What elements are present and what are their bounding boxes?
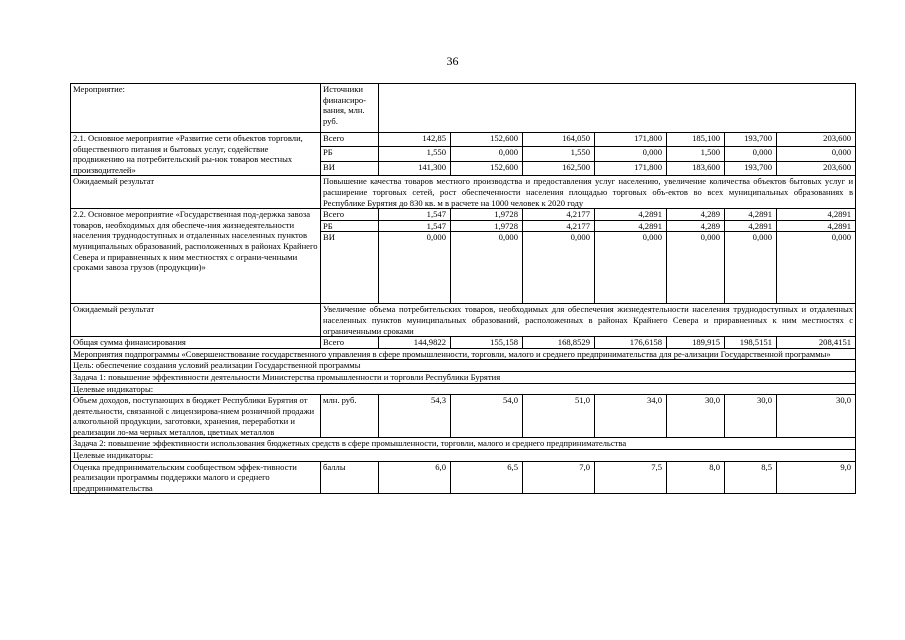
value-cell: 51,0 (523, 395, 595, 438)
indicator1-name: Объем доходов, поступающих в бюджет Республики Бурятия от деятельности, связанной с лицензирова-нием розничной продажи алкогольной продукции, заготовки, хранения, переработки и реализации ло-ма черных металлов, цветных металлов (71, 395, 321, 438)
total-label: Общая сумма финансирования (71, 337, 321, 349)
source-header: Источники финансиро-вания, млн. руб. (321, 84, 379, 133)
value-cell: 1,9728 (451, 220, 523, 232)
m22-result-row (71, 304, 856, 337)
source-cell: Всего (321, 133, 379, 147)
value-cell: 162,500 (523, 161, 595, 175)
value-cell: 30,0 (777, 395, 856, 438)
value-cell: 0,000 (451, 232, 523, 304)
value-cell: 198,5151 (725, 337, 777, 349)
value-cell: 4,2891 (777, 209, 856, 221)
value-cell: 4,2891 (777, 220, 856, 232)
source-cell: Всего (321, 337, 379, 349)
value-cell: 7,0 (523, 461, 595, 494)
source-cell: ВИ (321, 232, 379, 304)
value-cell: 1,9728 (451, 209, 523, 221)
expected-result-text: Повышение качества товаров местного производства и предоставления услуг населению, увеличение количества объектов бытовых услуг и расширение торговых сетей, рост обеспеченности населения площадью торговых объ-ектов во всех муниципальных образованиях в Республике Бурятия до 830 кв. м в расчете на 1000 человек к 2020 году (321, 176, 856, 209)
value-cell: 1,500 (667, 147, 725, 161)
task1-row (71, 371, 856, 383)
value-cell: 176,6158 (595, 337, 667, 349)
value-cell: 54,3 (379, 395, 451, 438)
blank-header (379, 84, 856, 133)
subprogram-title-row (71, 348, 856, 360)
expected-result-text: Увеличение объема потребительских товаров, необходимых для обеспечения жизнедеятельности населения труднодоступных и отдаленных населенных пунктов муниципальных образований, расположенных в районах Крайнего Севера и приравненных к ним местностях с ограниченными сроками (321, 304, 856, 337)
value-cell: 185,100 (667, 133, 725, 147)
value-cell: 0,000 (725, 147, 777, 161)
indicator2-name: Оценка предпринимательским сообществом эффек-тивности реализации программы поддержки малого и среднего предпринимательства (71, 461, 321, 494)
header-row (71, 84, 856, 133)
task2-text: Задача 2: повышение эффективности использования бюджетных средств в сфере промышленности, торговли, малого и среднего предпринимательства (71, 438, 856, 450)
page-number: 36 (446, 54, 459, 68)
value-cell: 0,000 (667, 232, 725, 304)
indicators2-row (71, 450, 856, 462)
task2-row (71, 438, 856, 450)
value-cell: 171,800 (595, 161, 667, 175)
value-cell: 171,800 (595, 133, 667, 147)
indicator1-unit: млн. руб. (321, 395, 379, 438)
indicator2-unit: баллы (321, 461, 379, 494)
m21-result-row (71, 176, 856, 209)
value-cell: 8,0 (667, 461, 725, 494)
expected-result-label: Ожидаемый результат (71, 304, 321, 337)
value-cell: 4,2891 (725, 209, 777, 221)
value-cell: 4,2891 (595, 220, 667, 232)
value-cell: 152,600 (451, 133, 523, 147)
value-cell: 34,0 (595, 395, 667, 438)
program-table (70, 83, 856, 494)
value-cell: 4,289 (667, 220, 725, 232)
value-cell: 30,0 (667, 395, 725, 438)
value-cell: 4,2891 (595, 209, 667, 221)
value-cell: 0,000 (379, 232, 451, 304)
value-cell: 0,000 (451, 147, 523, 161)
value-cell: 7,5 (595, 461, 667, 494)
value-cell: 4,2891 (725, 220, 777, 232)
value-cell: 8,5 (725, 461, 777, 494)
value-cell: 203,600 (777, 161, 856, 175)
value-cell: 208,4151 (777, 337, 856, 349)
value-cell: 9,0 (777, 461, 856, 494)
value-cell: 0,000 (523, 232, 595, 304)
m22-row-total (71, 209, 856, 221)
value-cell: 152,600 (451, 161, 523, 175)
value-cell: 189,915 (667, 337, 725, 349)
value-cell: 1,547 (379, 209, 451, 221)
value-cell: 183,600 (667, 161, 725, 175)
value-cell: 30,0 (725, 395, 777, 438)
value-cell: 1,550 (523, 147, 595, 161)
goal-row (71, 360, 856, 372)
value-cell: 6,5 (451, 461, 523, 494)
indicator2-row (71, 461, 856, 494)
task1-text: Задача 1: повышение эффективности деятельности Министерства промышленности и торговли Республики Бурятия (71, 371, 856, 383)
source-cell: РБ (321, 147, 379, 161)
value-cell: 142,85 (379, 133, 451, 147)
subprogram-title: Мероприятия подпрограммы «Совершенствование государственного управления в сфере промышленности, торговли, малого и среднего предпринимательства для ре-ализации Государственной программы» (71, 348, 856, 360)
value-cell: 4,2177 (523, 209, 595, 221)
expected-result-label: Ожидаемый результат (71, 176, 321, 209)
indicator1-row (71, 395, 856, 438)
measure-2-1-title: 2.1. Основное мероприятие «Развитие сети объектов торговли, общественного питания и бытовых услуг, содействие продвижению на потребительский ры-нок товаров местных производителей» (71, 133, 321, 176)
value-cell: 193,700 (725, 161, 777, 175)
value-cell: 203,600 (777, 133, 856, 147)
value-cell: 4,2177 (523, 220, 595, 232)
value-cell: 193,700 (725, 133, 777, 147)
value-cell: 4,289 (667, 209, 725, 221)
value-cell: 144,9822 (379, 337, 451, 349)
m21-row-total (71, 133, 856, 147)
source-cell: Всего (321, 209, 379, 221)
indicators2-label: Целевые индикаторы: (71, 450, 856, 462)
value-cell: 164,050 (523, 133, 595, 147)
value-cell: 0,000 (595, 147, 667, 161)
source-cell: РБ (321, 220, 379, 232)
value-cell: 168,8529 (523, 337, 595, 349)
indicators1-label: Целевые индикаторы: (71, 383, 856, 395)
source-cell: ВИ (321, 161, 379, 175)
value-cell: 0,000 (777, 147, 856, 161)
value-cell: 0,000 (777, 232, 856, 304)
measure-header: Мероприятие: (71, 84, 321, 133)
goal-text: Цель: обеспечение создания условий реализации Государственной программы (71, 360, 856, 372)
measure-2-2-title: 2.2. Основное мероприятие «Государственная под-держка завоза товаров, необходимых для обеспече-ния жизнедеятельности населения труднодоступных и отдаленных населенных пунктов муниципальных образований, расположенных в районах Крайнего Севера и приравненных к ним местностях с ограни-ченными сроками завоза грузов (продукции)» (71, 209, 321, 304)
value-cell: 155,158 (451, 337, 523, 349)
value-cell: 1,547 (379, 220, 451, 232)
value-cell: 141,300 (379, 161, 451, 175)
total-row (71, 337, 856, 349)
value-cell: 1,550 (379, 147, 451, 161)
value-cell: 54,0 (451, 395, 523, 438)
value-cell: 0,000 (725, 232, 777, 304)
value-cell: 0,000 (595, 232, 667, 304)
indicators1-row (71, 383, 856, 395)
value-cell: 6,0 (379, 461, 451, 494)
